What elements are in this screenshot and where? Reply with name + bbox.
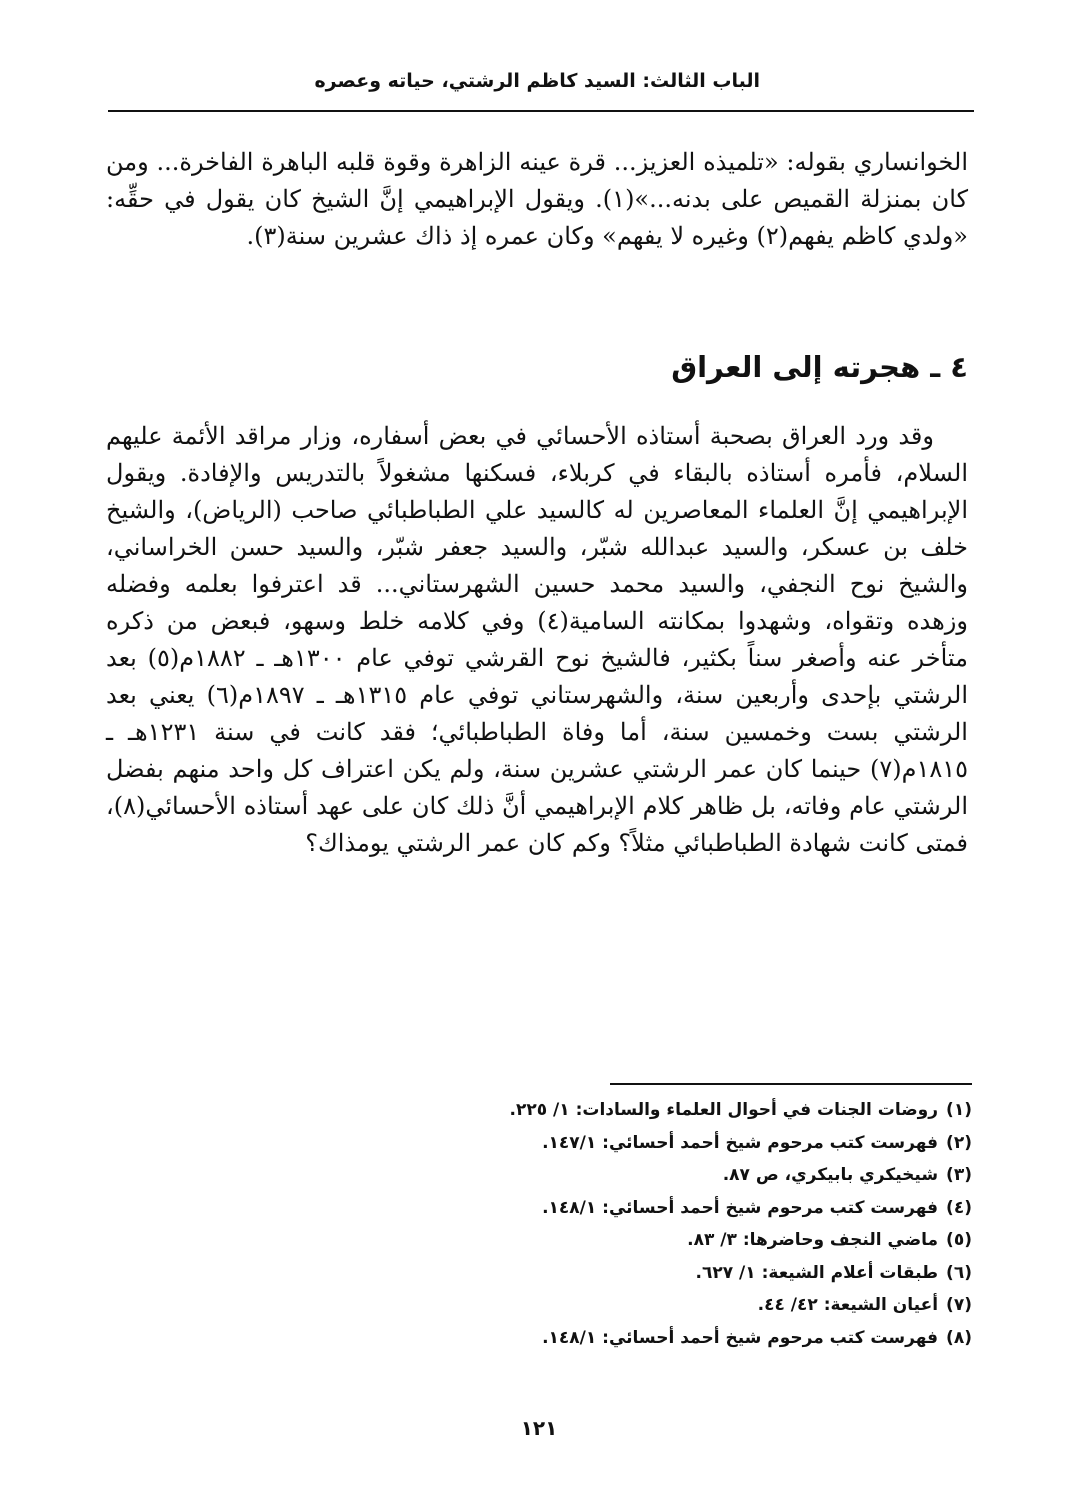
footnote-number: (٢) xyxy=(946,1132,972,1153)
footnote-item xyxy=(272,1322,972,1355)
footnote-number: (٨) xyxy=(946,1327,972,1348)
footnote-number: (٤) xyxy=(946,1197,972,1218)
body-paragraph-1: الخوانساري بقوله: «تلميذه العزيز... قرة عينه الزاهرة وقوة قلبه الباهرة الفاخرة... ومن كان بمنزلة القميص على بدنه...»(١). ويقول الإبراهيمي إنَّ الشيخ كان يقول في حقِّه: «ولدي كاظم يفهم(٢) وغيره لا يفهم» وكان عمره إذ ذاك عشرين سنة(٣). xyxy=(106,148,968,250)
footnote-item xyxy=(272,1192,972,1225)
footnote-text: روضات الجنات في أحوال العلماء والسادات: ١/ ٢٢٥. xyxy=(509,1100,939,1120)
footnote-number: (٦) xyxy=(946,1262,972,1283)
footnote-item xyxy=(272,1094,972,1127)
section-heading: ٤ ـ هجرته إلى العراق xyxy=(671,350,968,384)
body-paragraph-2: وقد ورد العراق بصحبة أستاذه الأحسائي في بعض أسفاره، وزار مراقد الأئمة عليهم السلام، فأمره أستاذه بالبقاء في كربلاء، فسكنها مشغولاً بالتدريس والإفادة. ويقول الإبراهيمي إنَّ العلماء المعاصرين له كالسيد علي الطباطبائي صاحب (الرياض)، والشيخ خلف بن عسكر، والسيد عبدالله شبّر، والسيد جعفر شبّر، والسيد حسن الخراساني، والشيخ نوح النجفي، والسيد محمد حسين الشهرستاني... قد اعترفوا بعلمه وفضله وزهده وتقواه، وشهدوا بمكانته السامية(٤) وفي كلامه خلط وسهو، فبعض من ذكره متأخر عنه وأصغر سناً بكثير، فالشيخ نوح القرشي توفي عام ١٣٠٠هـ ـ ١٨٨٢م(٥) بعد الرشتي بإحدى وأربعين سنة، والشهرستاني توفي عام ١٣١٥هـ ـ ١٨٩٧م(٦) يعني بعد الرشتي بست وخمسين سنة، أما وفاة الطباطبائي؛ فقد كانت في سنة ١٢٣١هـ ـ ١٨١٥م(٧) حينما كان عمر الرشتي عشرين سنة، ولم يكن اعتراف كل واحد منهم بفضل الرشتي عام وفاته، بل ظاهر كلام الإبراهيمي أنَّ ذلك كان على عهد أستاذه الأحسائي(٨)، فمتى كانت شهادة الطباطبائي مثلاً؟ وكم كان عمر الرشتي يومذاك؟ xyxy=(106,422,968,857)
footnote-number: (٣) xyxy=(946,1165,972,1185)
footnote-text: فهرست كتب مرحوم شيخ أحمد أحسائي: ١٤٧/١. xyxy=(542,1132,939,1153)
footnote-item xyxy=(272,1289,972,1322)
footnote-rule xyxy=(610,1083,972,1085)
footnote-text: أعيان الشيعة: ٤٢/ ٤٤. xyxy=(757,1295,939,1315)
footnote-number: (١) xyxy=(946,1100,972,1120)
footnote-item xyxy=(272,1224,972,1257)
footnote-text: ماضي النجف وحاضرها: ٣/ ٨٣. xyxy=(687,1230,939,1250)
page-number: ١٢١ xyxy=(520,1416,558,1440)
footnotes-list xyxy=(272,1094,972,1354)
header-rule xyxy=(108,110,974,112)
footnote-number: (٧) xyxy=(946,1295,972,1315)
footnote-text: فهرست كتب مرحوم شيخ أحمد أحسائي: ١٤٨/١. xyxy=(542,1327,939,1348)
running-header: الباب الثالث: السيد كاظم الرشتي، حياته وعصره xyxy=(314,70,760,92)
footnote-text: شيخيكري بابيكري، ص ٨٧. xyxy=(722,1165,939,1185)
footnote-item xyxy=(272,1127,972,1160)
footnote-text: فهرست كتب مرحوم شيخ أحمد أحسائي: ١٤٨/١. xyxy=(542,1197,939,1218)
footnote-number: (٥) xyxy=(946,1230,972,1250)
footnote-item xyxy=(272,1257,972,1290)
footnote-text: طبقات أعلام الشيعة: ١/ ٦٢٧. xyxy=(695,1262,939,1283)
footnote-item xyxy=(272,1159,972,1192)
